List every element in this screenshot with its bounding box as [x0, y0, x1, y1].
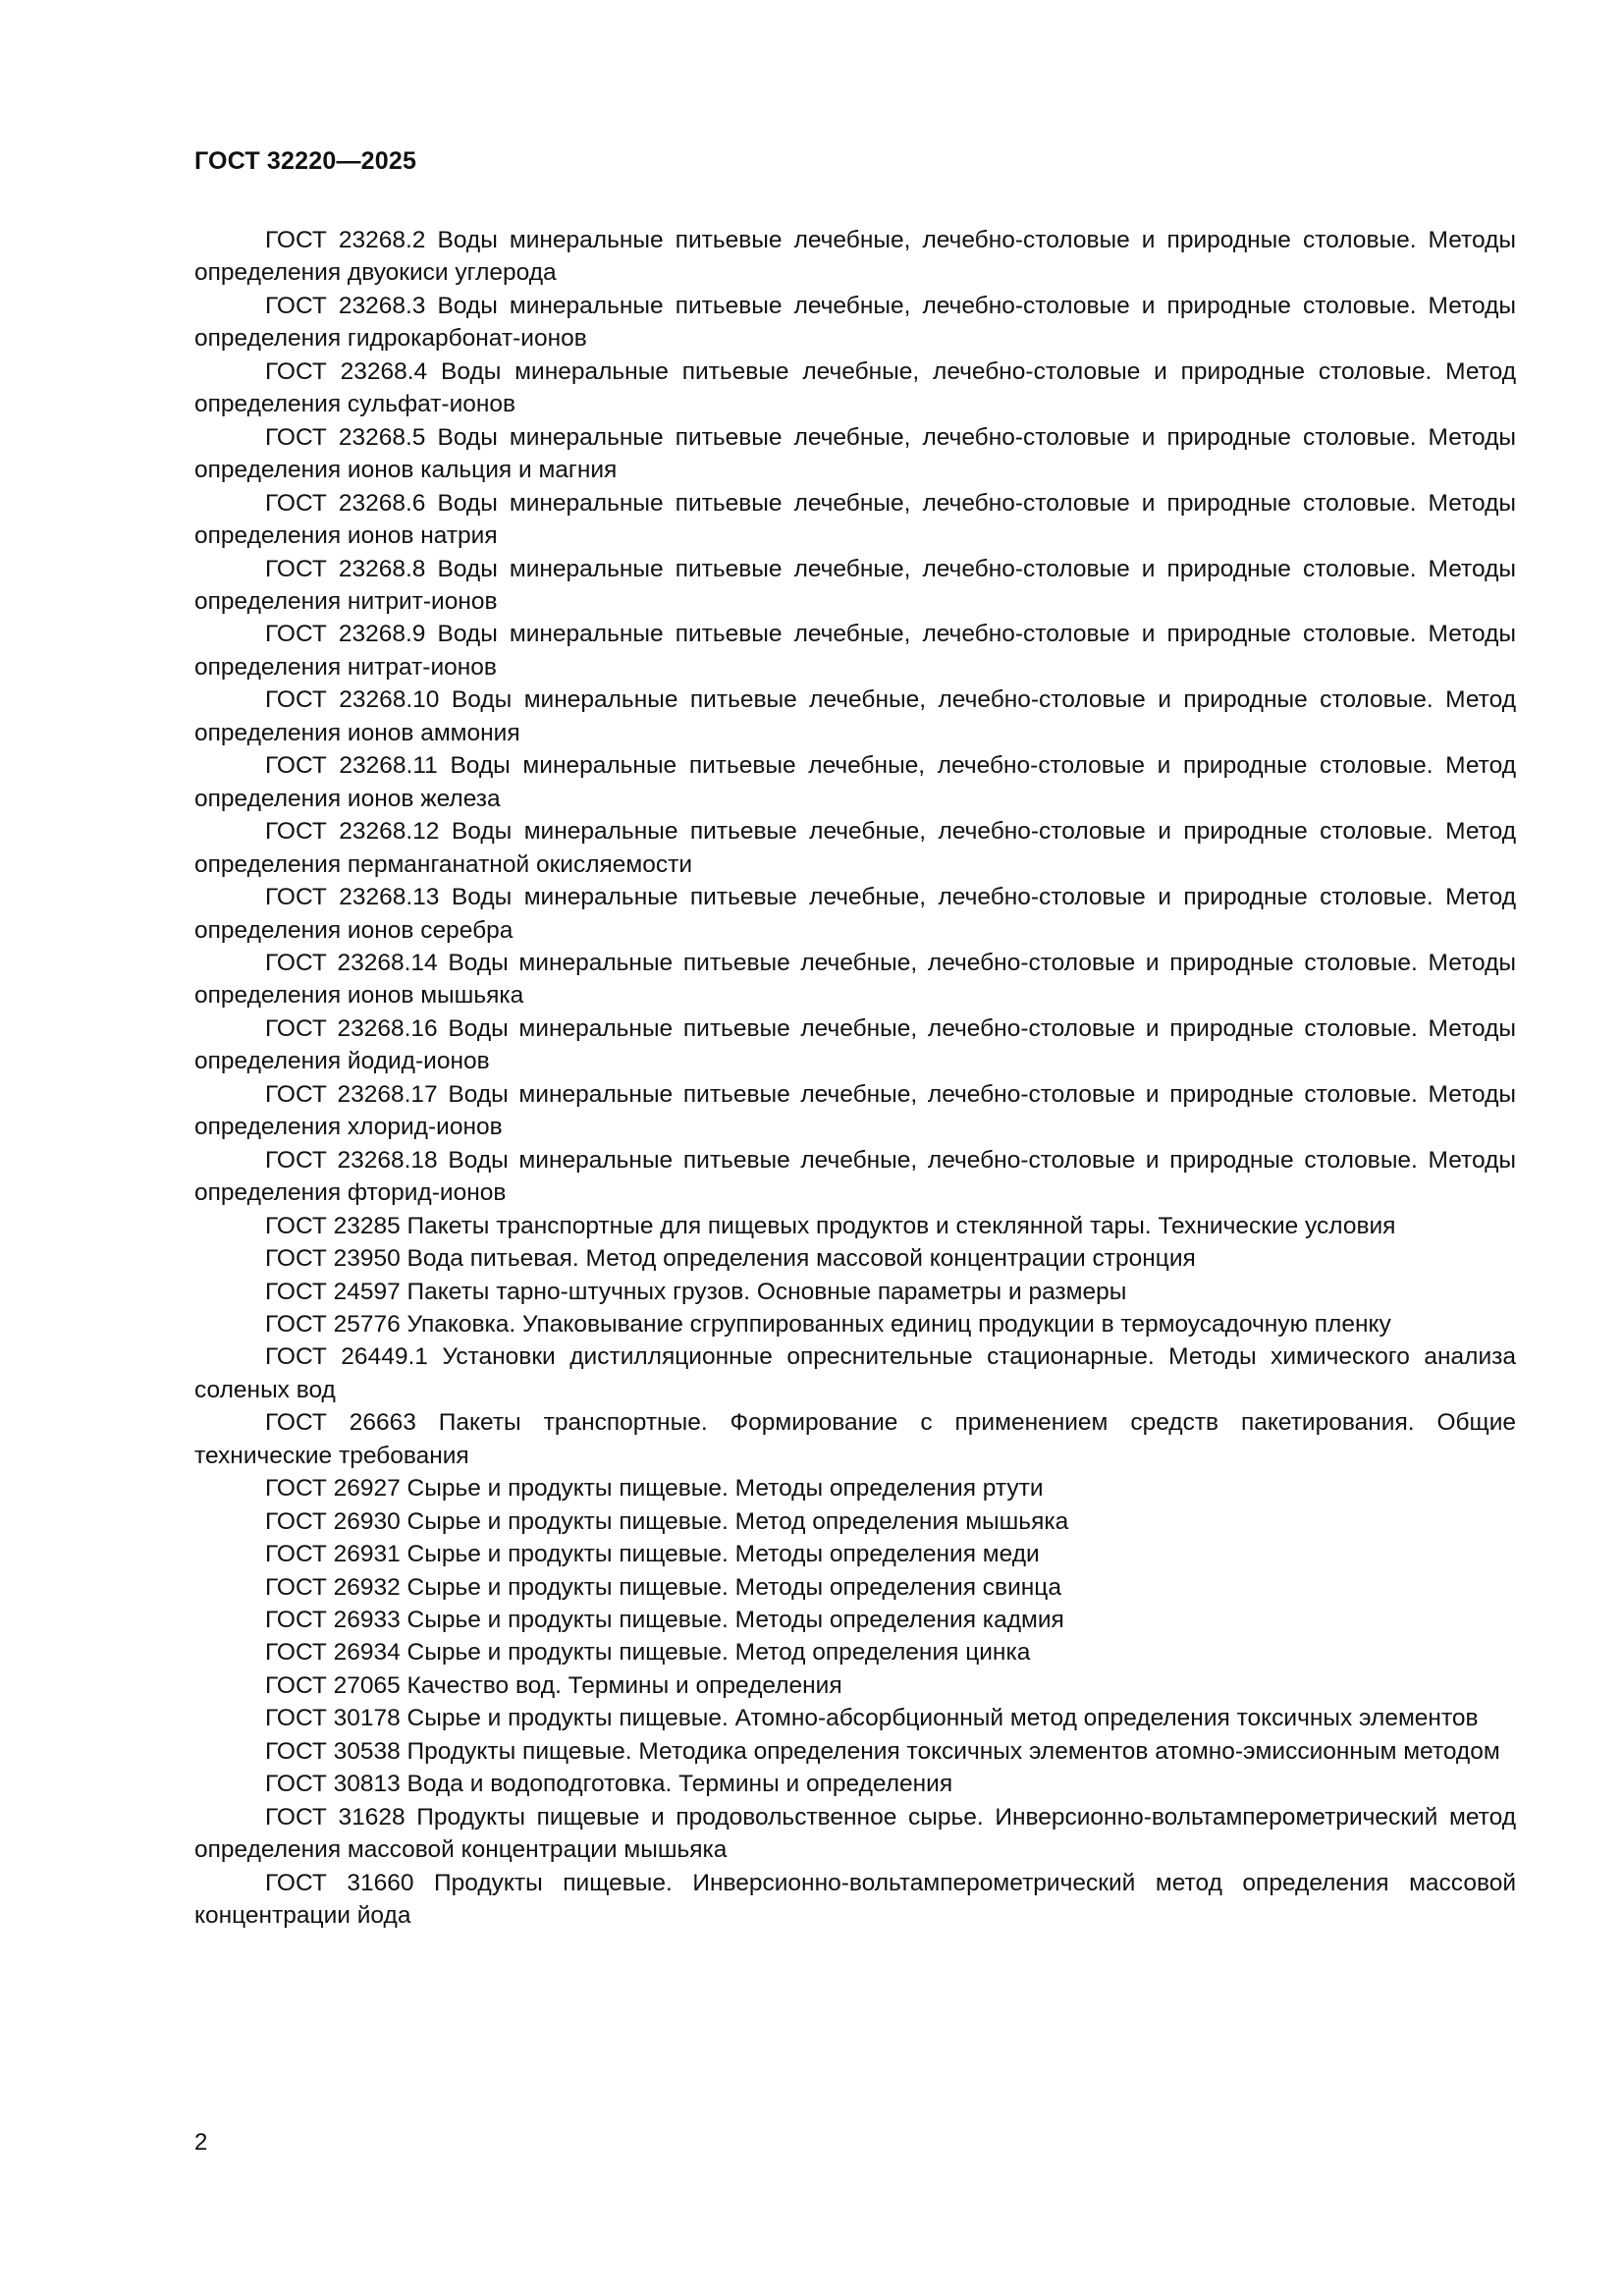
reference-code: ГОСТ 23268.6: [265, 489, 426, 517]
reference-code: ГОСТ 23268.16: [265, 1014, 438, 1042]
reference-title: Продукты пищевые и продовольственное сырье. Инверсионно-вольтамперометрический метод определения массовой концентрации мышьяка: [194, 1803, 1517, 1864]
reference-title: Воды минеральные питьевые лечебные, лечебно-столовые и природные столовые. Методы определения фторид-ионов: [194, 1146, 1516, 1207]
reference-item: [194, 947, 1516, 1012]
reference-item: [194, 1242, 1516, 1275]
reference-code: ГОСТ 30813: [265, 1771, 401, 1798]
reference-title: Установки дистилляционные опреснительные стационарные. Методы химического анализа соленых вод: [194, 1343, 1516, 1403]
reference-title: Вода питьевая. Метод определения массовой концентрации стронция: [406, 1245, 1196, 1273]
reference-title: Воды минеральные питьевые лечебные, лечебно-столовые и природные столовые. Методы определения ионов натрия: [194, 489, 1516, 550]
reference-code: ГОСТ 26931: [265, 1541, 401, 1568]
reference-title: Воды минеральные питьевые лечебные, лечебно-столовые и природные столовые. Методы определения гидрокарбонат-ионов: [194, 292, 1516, 353]
reference-item: [194, 1604, 1516, 1636]
reference-code: ГОСТ 26933: [265, 1607, 401, 1634]
reference-code: ГОСТ 31628: [265, 1803, 406, 1831]
reference-item: [194, 1636, 1516, 1668]
reference-code: ГОСТ 26930: [265, 1507, 401, 1535]
reference-code: ГОСТ 23268.9: [265, 621, 426, 648]
reference-code: ГОСТ 23268.8: [265, 555, 426, 582]
reference-item: [194, 1210, 1516, 1242]
reference-code: ГОСТ 23268.10: [265, 686, 440, 714]
reference-item: [194, 1768, 1516, 1800]
reference-code: ГОСТ 30538: [265, 1737, 401, 1765]
reference-code: ГОСТ 26927: [265, 1475, 401, 1503]
reference-item: [194, 1340, 1516, 1406]
reference-item: [194, 618, 1516, 683]
reference-title: Упаковка. Упаковывание сгруппированных единиц продукции в термоусадочную пленку: [406, 1310, 1391, 1338]
reference-title: Вода и водоподготовка. Термины и определения: [406, 1771, 953, 1798]
reference-list: [194, 224, 1516, 1933]
reference-code: ГОСТ 23268.4: [265, 357, 428, 385]
reference-item: [194, 1012, 1516, 1078]
reference-title: Воды минеральные питьевые лечебные, лечебно-столовые и природные столовые. Методы определения нитрит-ионов: [194, 555, 1516, 615]
reference-item: [194, 1472, 1516, 1504]
reference-title: Сырье и продукты пищевые. Методы определения кадмия: [406, 1607, 1064, 1634]
reference-title: Воды минеральные питьевые лечебные, лечебно-столовые и природные столовые. Метод определения ионов аммония: [194, 686, 1516, 746]
reference-item: [194, 1735, 1516, 1768]
reference-title: Продукты пищевые. Инверсионно-вольтамперометрический метод определения массовой концентрации йода: [194, 1869, 1517, 1930]
reference-code: ГОСТ 26932: [265, 1573, 401, 1601]
reference-title: Воды минеральные питьевые лечебные, лечебно-столовые и природные столовые. Методы определения двуокиси углерода: [194, 227, 1516, 287]
reference-title: Сырье и продукты пищевые. Метод определения цинка: [406, 1639, 1031, 1667]
reference-title: Воды минеральные питьевые лечебные, лечебно-столовые и природные столовые. Методы определения ионов мышьяка: [194, 949, 1516, 1010]
reference-code: ГОСТ 23268.11: [265, 752, 438, 780]
reference-item: [194, 881, 1516, 947]
reference-title: Воды минеральные питьевые лечебные, лечебно-столовые и природные столовые. Методы определения ионов кальция и магния: [194, 423, 1516, 484]
page-number: 2: [194, 2129, 208, 2156]
standard-header: ГОСТ 32220—2025: [194, 147, 417, 175]
reference-code: ГОСТ 23268.17: [265, 1080, 438, 1108]
reference-title: Сырье и продукты пищевые. Методы определения меди: [406, 1541, 1040, 1568]
reference-title: Воды минеральные питьевые лечебные, лечебно-столовые и природные столовые. Метод определения ионов серебра: [194, 884, 1516, 944]
reference-item: [194, 1867, 1516, 1933]
reference-title: Воды минеральные питьевые лечебные, лечебно-столовые и природные столовые. Методы определения нитрат-ионов: [194, 621, 1516, 681]
reference-code: ГОСТ 26934: [265, 1639, 401, 1667]
reference-item: [194, 1276, 1516, 1308]
reference-code: ГОСТ 23268.3: [265, 292, 426, 319]
reference-item: [194, 553, 1516, 619]
reference-item: [194, 355, 1516, 421]
reference-item: [194, 683, 1516, 749]
reference-item: [194, 224, 1516, 290]
reference-title: Качество вод. Термины и определения: [406, 1671, 842, 1699]
reference-code: ГОСТ 23268.13: [265, 884, 440, 911]
reference-item: [194, 487, 1516, 553]
reference-item: [194, 1571, 1516, 1604]
reference-code: ГОСТ 23268.14: [265, 949, 438, 976]
reference-code: ГОСТ 23268.2: [265, 227, 426, 253]
reference-title: Сырье и продукты пищевые. Методы определения ртути: [406, 1475, 1044, 1503]
reference-code: ГОСТ 23268.5: [265, 423, 426, 451]
reference-item: [194, 1801, 1516, 1867]
reference-item: [194, 1702, 1516, 1734]
reference-item: [194, 1538, 1516, 1570]
reference-title: Пакеты тарно-штучных грузов. Основные параметры и размеры: [406, 1278, 1127, 1305]
reference-title: Пакеты транспортные для пищевых продуктов и стеклянной тары. Технические условия: [406, 1212, 1396, 1239]
reference-code: ГОСТ 24597: [265, 1278, 401, 1305]
reference-item: [194, 749, 1516, 815]
reference-code: ГОСТ 23285: [265, 1212, 401, 1239]
reference-title: Продукты пищевые. Методика определения токсичных элементов атомно-эмиссионным методом: [406, 1737, 1500, 1765]
reference-title: Сырье и продукты пищевые. Атомно-абсорбционный метод определения токсичных элементов: [406, 1705, 1479, 1732]
reference-code: ГОСТ 23950: [265, 1245, 401, 1273]
reference-title: Пакеты транспортные. Формирование с применением средств пакетирования. Общие технические требования: [194, 1409, 1517, 1469]
reference-item: [194, 1505, 1516, 1538]
reference-item: [194, 290, 1516, 355]
reference-code: ГОСТ 30178: [265, 1705, 401, 1732]
reference-code: ГОСТ 23268.18: [265, 1146, 438, 1174]
reference-title: Воды минеральные питьевые лечебные, лечебно-столовые и природные столовые. Метод определения ионов железа: [194, 752, 1516, 812]
reference-code: ГОСТ 27065: [265, 1671, 401, 1699]
reference-item: [194, 1308, 1516, 1340]
reference-code: ГОСТ 31660: [265, 1869, 414, 1896]
reference-title: Воды минеральные питьевые лечебные, лечебно-столовые и природные столовые. Методы определения йодид-ионов: [194, 1014, 1516, 1075]
reference-item: [194, 815, 1516, 881]
reference-title: Сырье и продукты пищевые. Методы определения свинца: [406, 1573, 1061, 1601]
reference-title: Воды минеральные питьевые лечебные, лечебно-столовые и природные столовые. Метод определения перманганатной окисляемости: [194, 818, 1516, 878]
reference-item: [194, 1144, 1516, 1210]
reference-code: ГОСТ 26449.1: [265, 1343, 428, 1371]
reference-title: Воды минеральные питьевые лечебные, лечебно-столовые и природные столовые. Метод определения сульфат-ионов: [194, 357, 1516, 418]
reference-item: [194, 1669, 1516, 1702]
reference-code: ГОСТ 23268.12: [265, 818, 440, 846]
reference-code: ГОСТ 25776: [265, 1310, 401, 1338]
reference-item: [194, 1078, 1516, 1144]
reference-item: [194, 1406, 1516, 1472]
reference-title: Воды минеральные питьевые лечебные, лечебно-столовые и природные столовые. Методы определения хлорид-ионов: [194, 1080, 1516, 1141]
reference-item: [194, 421, 1516, 487]
reference-title: Сырье и продукты пищевые. Метод определения мышьяка: [406, 1507, 1069, 1535]
reference-code: ГОСТ 26663: [265, 1409, 416, 1437]
